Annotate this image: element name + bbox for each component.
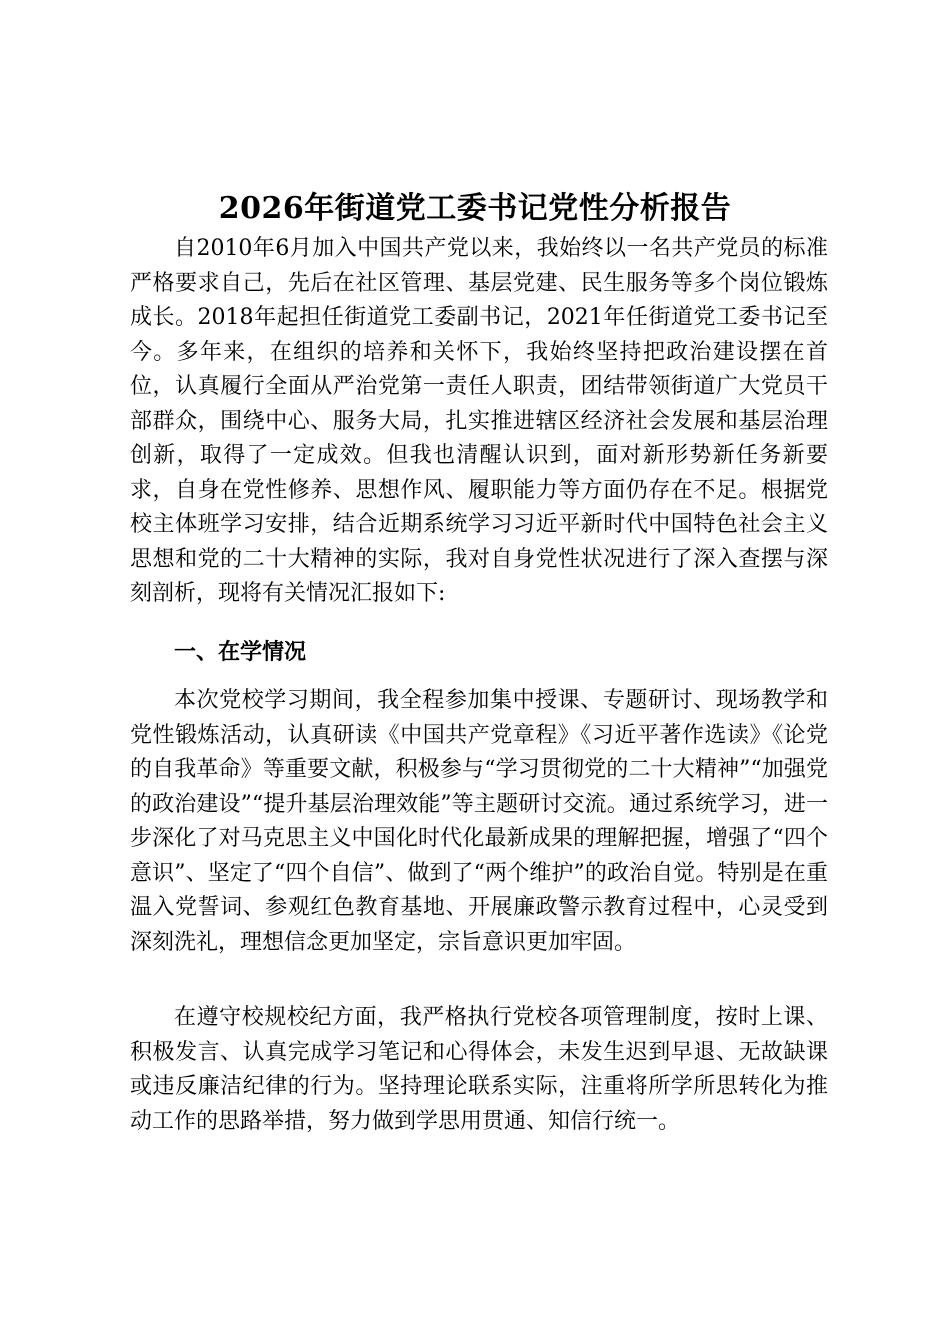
section-paragraph: 在遵守校规校纪方面，我严格执行党校各项管理制度，按时上课、积极发言、认真完成学习笔记和心得体会，未发生迟到早退、无故缺课或违反廉洁纪律的行为。坚持理论联系实际，注重将所学所思转化为推动工作的思路举措，努力做到学思用贯通、知信行统一。: [130, 1005, 828, 1134]
intro-paragraph: 自2010年6月加入中国共产党以来，我始终以一名共产党员的标准严格要求自己，先后在社区管理、基层党建、民生服务等多个岗位锻炼成长。2018年起担任街道党工委副书记，2021年任街道党工委书记至今。多年来，在组织的培养和关怀下，我始终坚持把政治建设摆在首位，认真履行全面从严治党第一责任人职责，团结带领街道广大党员干部群众，围绕中心、服务大局，扎实推进辖区经济社会发展和基层治理创新，取得了一定成效。但我也清醒认识到，面对新形势新任务新要求，自身在党性修养、思想作风、履职能力等方面仍存在不足。根据党校主体班学习安排，结合近期系统学习习近平新时代中国特色社会主义思想和党的二十大精神的实际，我对自身党性状况进行了深入查摆与深刻剖析，现将有关情况汇报如下:: [130, 236, 828, 606]
section-heading: 一、在学情况: [174, 639, 307, 665]
section-paragraph: 本次党校学习期间，我全程参加集中授课、专题研讨、现场教学和党性锻炼活动，认真研读《中国共产党章程》《习近平著作选读》《论党的自我革命》等重要文献，积极参与“学习贯彻党的二十大精神”“加强党的政治建设”“提升基层治理效能”等主题研讨交流。通过系统学习，进一步深化了对马克思主义中国化时代化最新成果的理解把握，增强了“四个意识”、坚定了“四个自信”、做到了“两个维护”的政治自觉。特别是在重温入党誓词、参观红色教育基地、开展廉政警示教育过程中，心灵受到深刻洗礼，理想信念更加坚定，宗旨意识更加牢固。: [130, 688, 828, 955]
document-title: 2026年街道党工委书记党性分析报告: [218, 191, 732, 227]
